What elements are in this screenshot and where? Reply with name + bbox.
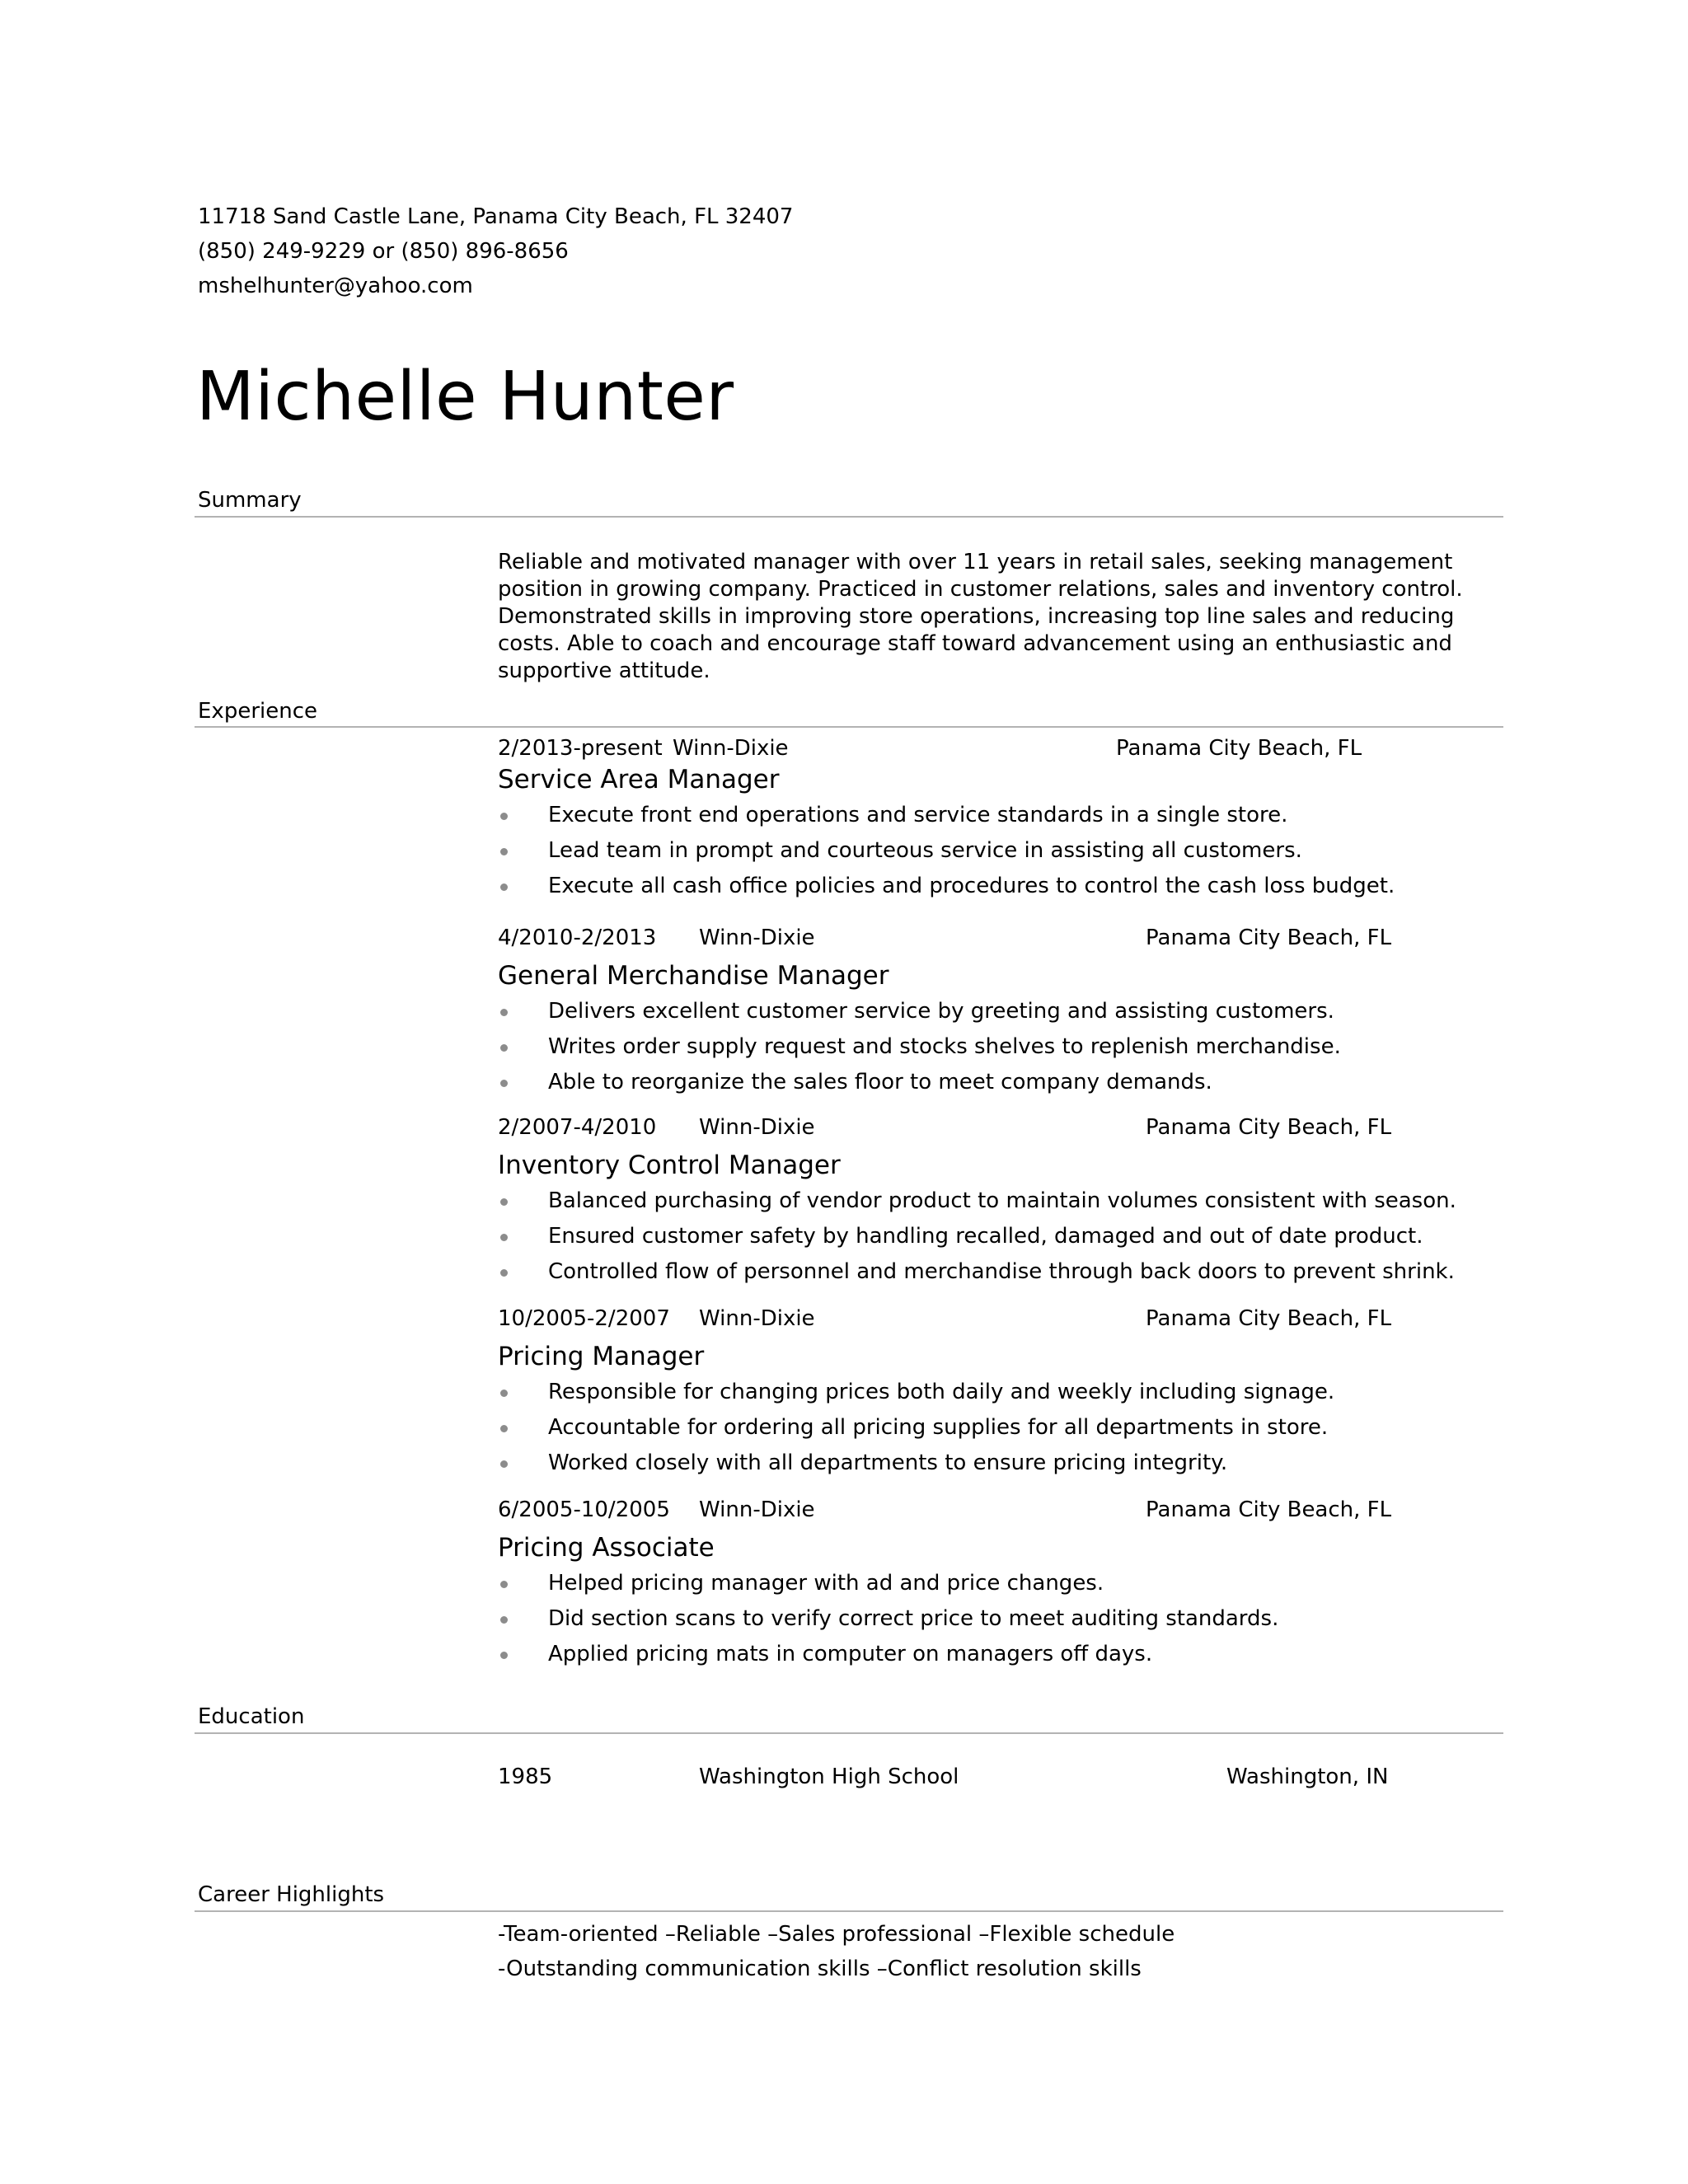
job-bullet: [498, 1446, 1503, 1481]
job-meta: [498, 1495, 1503, 1525]
job-employer: Winn-Dixie: [699, 1497, 815, 1522]
job-location: Panama City Beach, FL: [1146, 926, 1392, 950]
job-location: Panama City Beach, FL: [1146, 1115, 1392, 1140]
job-bullet-text: Worked closely with all departments to ensure pricing integrity.: [548, 1451, 1228, 1475]
bullet-dot-icon: [500, 1009, 508, 1016]
job-title: Pricing Associate: [498, 1533, 715, 1563]
education-entry: [498, 1762, 1503, 1792]
job-title: Pricing Manager: [498, 1342, 705, 1371]
job-bullet-text: Responsible for changing prices both daily and weekly including signage.: [548, 1380, 1335, 1404]
bullet-dot-icon: [500, 813, 508, 820]
job-bullet: [498, 1219, 1503, 1254]
job-entry: [498, 1495, 1503, 1672]
job-bullets: [498, 798, 1503, 904]
job-bullet: [498, 869, 1503, 904]
bullet-dot-icon: [500, 883, 508, 891]
job-employer: Winn-Dixie: [673, 736, 789, 761]
job-meta: [498, 1113, 1503, 1142]
job-bullet: [498, 1410, 1503, 1446]
job-bullet-text: Execute all cash office policies and procedures to control the cash loss budget.: [548, 874, 1395, 898]
job-bullet: [498, 1183, 1503, 1219]
job-bullets: [498, 1566, 1503, 1672]
summary-text: Reliable and motivated manager with over 11 years in retail sales, seeking management position in growing company. Practiced in customer relations, sales and inventory control. Demonstrated skills in improving store operations, increasing top line sales and reducing costs. Able to coach and encourage staff toward advancement using an enthusiastic and supportive attitude.: [498, 550, 1463, 683]
job-bullet: [498, 798, 1503, 833]
job-dates: 2/2007-4/2010: [498, 1115, 657, 1140]
bullet-dot-icon: [500, 1044, 508, 1052]
job-bullet-text: Accountable for ordering all pricing supplies for all departments in store.: [548, 1415, 1329, 1440]
job-bullet: [498, 1254, 1503, 1290]
job-location: Panama City Beach, FL: [1116, 736, 1362, 761]
job-bullet-text: Helped pricing manager with ad and price changes.: [548, 1571, 1104, 1596]
job-bullets: [498, 1183, 1503, 1290]
job-bullet: [498, 1029, 1503, 1065]
section-heading-career-highlights: Career Highlights: [198, 1882, 385, 1907]
job-title: Inventory Control Manager: [498, 1151, 841, 1180]
job-bullet: [498, 833, 1503, 869]
job-dates: 2/2013-present: [498, 736, 663, 761]
career-highlight-line: -Outstanding communication skills –Conflict resolution skills: [498, 1957, 1142, 1981]
job-dates: 10/2005-2/2007: [498, 1306, 670, 1331]
job-employer: Winn-Dixie: [699, 1306, 815, 1331]
bullet-dot-icon: [500, 1234, 508, 1241]
job-entry: [498, 1113, 1503, 1290]
job-location: Panama City Beach, FL: [1146, 1306, 1392, 1331]
job-title: Service Area Manager: [498, 765, 780, 794]
bullet-dot-icon: [500, 1616, 508, 1624]
job-bullet-text: Did section scans to verify correct price to meet auditing standards.: [548, 1606, 1279, 1631]
job-bullet-text: Lead team in prompt and courteous service in assisting all customers.: [548, 838, 1302, 863]
job-title: General Merchandise Manager: [498, 961, 889, 991]
job-entry: [498, 923, 1503, 1100]
job-bullets: [498, 1375, 1503, 1481]
bullet-dot-icon: [500, 1080, 508, 1087]
education-school: Washington High School: [699, 1765, 959, 1789]
bullet-dot-icon: [500, 1198, 508, 1206]
bullet-dot-icon: [500, 1425, 508, 1432]
section-heading-education: Education: [198, 1704, 305, 1729]
job-employer: Winn-Dixie: [699, 926, 815, 950]
job-bullet-text: Delivers excellent customer service by greeting and assisting customers.: [548, 999, 1334, 1024]
experience-divider: [195, 726, 1503, 728]
job-bullet: [498, 994, 1503, 1029]
bullet-dot-icon: [500, 848, 508, 855]
job-employer: Winn-Dixie: [699, 1115, 815, 1140]
job-entry: [498, 733, 1503, 904]
job-bullet: [498, 1375, 1503, 1410]
job-bullet-text: Writes order supply request and stocks shelves to replenish merchandise.: [548, 1034, 1341, 1059]
section-heading-experience: Experience: [198, 699, 317, 724]
job-meta: [498, 1304, 1503, 1333]
job-dates: 6/2005-10/2005: [498, 1497, 670, 1522]
job-bullet-text: Able to reorganize the sales floor to meet company demands.: [548, 1070, 1212, 1094]
job-location: Panama City Beach, FL: [1146, 1497, 1392, 1522]
job-bullet-text: Controlled flow of personnel and merchandise through back doors to prevent shrink.: [548, 1259, 1455, 1284]
bullet-dot-icon: [500, 1581, 508, 1588]
job-meta: [498, 923, 1503, 953]
job-bullet-text: Ensured customer safety by handling recalled, damaged and out of date product.: [548, 1224, 1423, 1249]
education-location: Washington, IN: [1226, 1765, 1389, 1789]
education-year: 1985: [498, 1765, 553, 1789]
bullet-dot-icon: [500, 1652, 508, 1659]
job-bullet: [498, 1601, 1503, 1637]
job-entry: [498, 1304, 1503, 1481]
section-heading-summary: Summary: [198, 488, 302, 513]
candidate-name: Michelle Hunter: [196, 358, 734, 436]
job-bullet: [498, 1566, 1503, 1601]
job-bullet: [498, 1637, 1503, 1672]
job-bullet-text: Execute front end operations and service standards in a single store.: [548, 803, 1288, 827]
job-dates: 4/2010-2/2013: [498, 926, 657, 950]
career-highlights-divider: [195, 1910, 1503, 1912]
career-highlight-line: -Team-oriented –Reliable –Sales professional –Flexible schedule: [498, 1922, 1175, 1947]
job-bullets: [498, 994, 1503, 1100]
bullet-dot-icon: [500, 1460, 508, 1468]
contact-address: 11718 Sand Castle Lane, Panama City Beach, FL 32407: [198, 204, 794, 229]
job-bullet-text: Balanced purchasing of vendor product to maintain volumes consistent with season.: [548, 1188, 1456, 1213]
bullet-dot-icon: [500, 1269, 508, 1277]
job-bullet-text: Applied pricing mats in computer on managers off days.: [548, 1642, 1153, 1666]
summary-divider: [195, 516, 1503, 518]
education-divider: [195, 1732, 1503, 1734]
bullet-dot-icon: [500, 1390, 508, 1397]
contact-phone: (850) 249-9229 or (850) 896-8656: [198, 239, 569, 264]
job-meta: [498, 733, 1503, 763]
job-bullet: [498, 1065, 1503, 1100]
contact-email[interactable]: mshelhunter@yahoo.com: [198, 274, 473, 298]
